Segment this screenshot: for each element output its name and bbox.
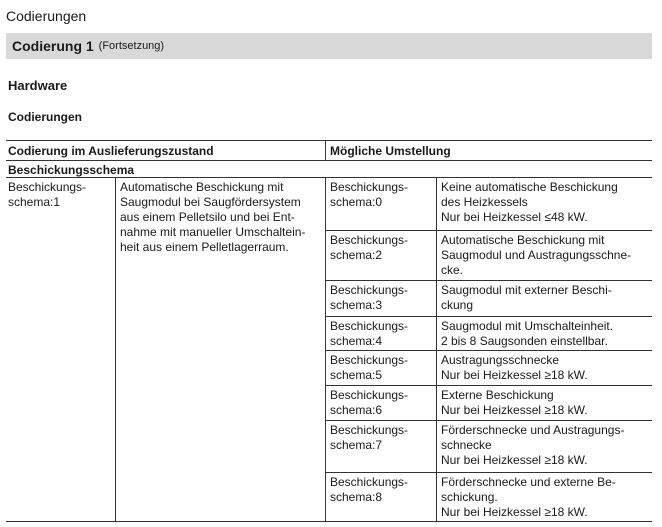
option-code: Beschickungs- schema:7: [330, 423, 409, 452]
table-rule: [325, 230, 652, 231]
option-description: Saugmodul mit externer Beschi- ckung: [441, 283, 612, 312]
option-code: Beschickungs- schema:2: [330, 233, 409, 262]
page-heading: Codierungen: [6, 8, 87, 24]
coding-title: Codierung 1: [12, 38, 94, 54]
codierungen-subheading: Codierungen: [8, 110, 82, 124]
table-rule: [325, 280, 652, 281]
col-header-change: Mögliche Umstellung: [330, 144, 451, 158]
table-rule: [6, 160, 652, 161]
option-code: Beschickungs- schema:3: [330, 283, 409, 312]
option-code: Beschickungs- schema:4: [330, 319, 409, 348]
group-title: Beschickungsschema: [8, 163, 135, 177]
option-description: Keine automatische Beschickung des Heizkessels Nur bei Heizkessel ≤48 kW.: [441, 180, 618, 224]
table-rule: [325, 177, 326, 521]
default-code: Beschickungs- schema:1: [8, 180, 87, 209]
table-rule: [325, 385, 652, 386]
option-code: Beschickungs- schema:6: [330, 388, 409, 417]
coding-title-suffix: (Fortsetzung): [98, 40, 165, 52]
option-description: Austragungsschnecke Nur bei Heizkessel ≥18 kW.: [441, 353, 588, 382]
option-description: Förderschnecke und Austragungs- schnecke Nur bei Heizkessel ≥18 kW.: [441, 423, 625, 467]
default-description: Automatische Beschickung mit Saugmodul bei Saugfördersystem aus einem Pelletsilo und bei Ent- nahme mit manueller Umschaltein- heit aus einem Pelletlagerraum.: [120, 180, 306, 254]
table-rule: [325, 316, 652, 317]
table-rule: [6, 521, 652, 522]
option-description: Automatische Beschickung mit Saugmodul und Austragungsschne- cke.: [441, 233, 632, 277]
hardware-heading: Hardware: [8, 78, 68, 93]
option-description: Saugmodul mit Umschalteinheit. 2 bis 8 Saugsonden einstellbar.: [441, 319, 614, 348]
option-description: Externe Beschickung Nur bei Heizkessel ≥18 kW.: [441, 388, 588, 417]
table-rule: [436, 177, 437, 521]
table-rule: [325, 350, 652, 351]
option-code: Beschickungs- schema:8: [330, 475, 409, 504]
col-header-default: Codierung im Auslieferungszustand: [8, 144, 214, 158]
table-rule: [6, 140, 652, 141]
table-rule: [325, 140, 326, 160]
table-rule: [325, 420, 652, 421]
option-code: Beschickungs- schema:5: [330, 353, 409, 382]
table-rule: [325, 472, 652, 473]
option-description: Förderschnecke und externe Be- schickung. Nur bei Heizkessel ≥18 kW.: [441, 475, 616, 519]
option-code: Beschickungs- schema:0: [330, 180, 409, 209]
table-rule: [115, 177, 116, 521]
